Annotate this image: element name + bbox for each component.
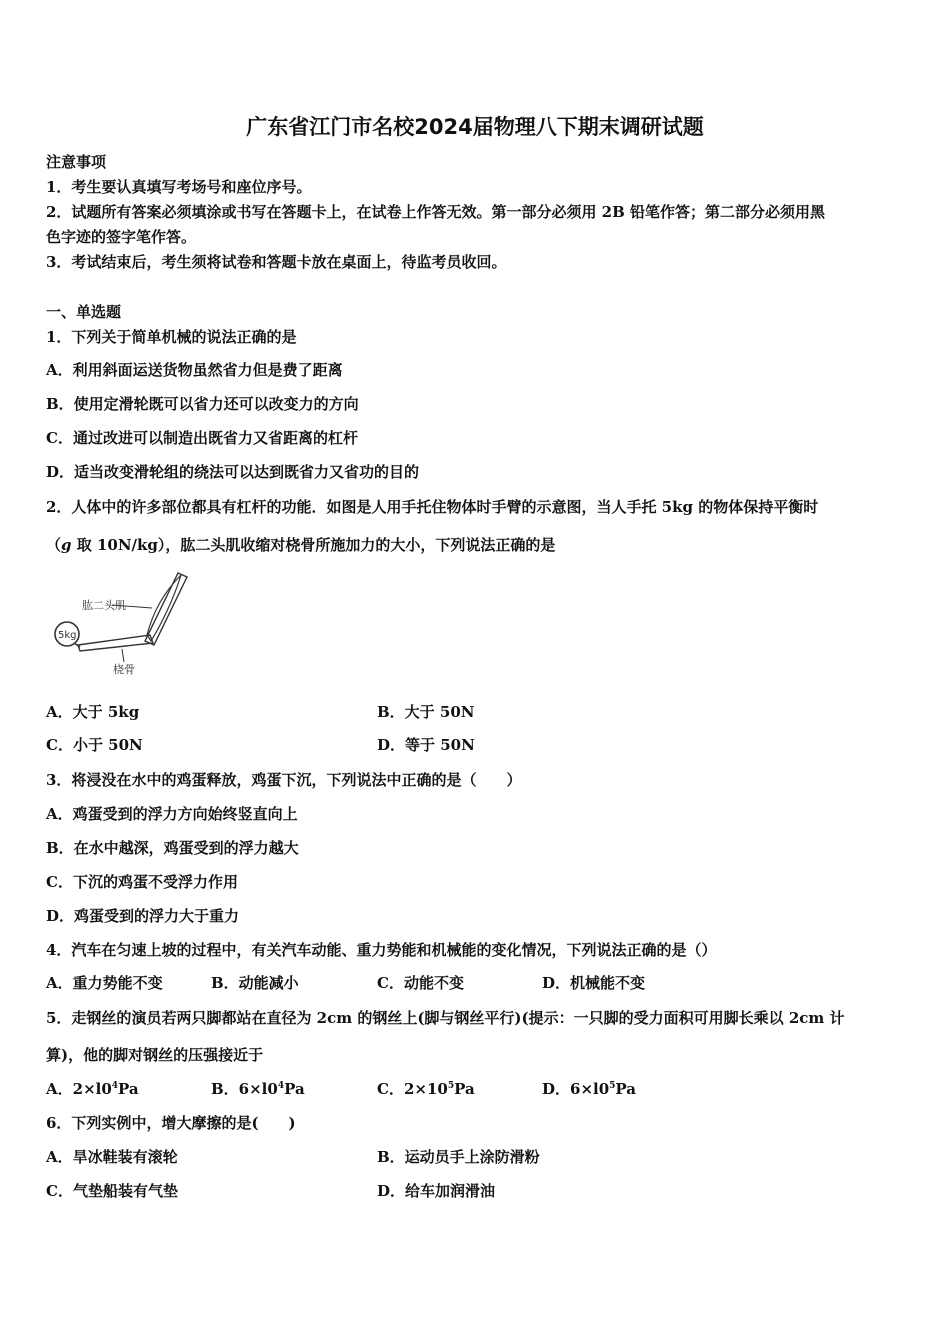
q3-option-c: C．下沉的鸡蛋不受浮力作用 — [46, 873, 238, 891]
q6-stem: 6．下列实例中，增大摩擦的是( ) — [46, 1114, 296, 1132]
q3-option-b: B．在水中越深，鸡蛋受到的浮力越大 — [46, 839, 299, 857]
bone-label: 桡骨 — [113, 663, 135, 676]
q5-b-exp: 4 — [277, 1081, 285, 1091]
q5-option-b — [211, 1079, 305, 1099]
notice-item-3: 3．考试结束后，考生须将试卷和答题卡放在桌面上，待监考员收回。 — [46, 253, 507, 271]
q4-option-a: A．重力势能不变 — [46, 974, 163, 992]
q3-option-d: D．鸡蛋受到的浮力大于重力 — [46, 907, 240, 925]
q5-c-base: C．2×10 — [377, 1080, 448, 1098]
notice-item-2: 2．试题所有答案必须填涂或书写在答题卡上，在试卷上作答无效。第一部分必须用 2B 铅笔作答；第二部分必须用黑 — [46, 203, 826, 221]
q1-option-d: D．适当改变滑轮组的绕法可以达到既省力又省功的目的 — [46, 463, 420, 481]
q5-stem-line1: 5．走钢丝的演员若两只脚都站在直径为 2cm 的钢丝上(脚与钢丝平行)(提示：一只脚的受力面积可用脚长乘以 2cm 计 — [46, 1009, 845, 1027]
q5-c-unit: Pa — [454, 1080, 475, 1098]
q1-stem: 1．下列关于简单机械的说法正确的是 — [46, 328, 297, 346]
forearm-bone — [78, 635, 153, 651]
q5-a-unit: Pa — [118, 1080, 139, 1098]
q2-option-d: D．等于 50N — [377, 736, 475, 754]
q4-stem: 4．汽车在匀速上坡的过程中，有关汽车动能、重力势能和机械能的变化情况，下列说法正确的是（） — [46, 941, 717, 959]
q2-paren: （ — [46, 536, 62, 554]
q6-option-b: B．运动员手上涂防滑粉 — [377, 1148, 540, 1166]
q3-stem: 3．将浸没在水中的鸡蛋释放，鸡蛋下沉，下列说法中正确的是（ ） — [46, 771, 522, 789]
q5-d-base: D．6×l0 — [542, 1080, 610, 1098]
q2-stem-rest: 取 10N/kg），肱二头肌收缩对桡骨所施加力的大小，下列说法正确的是 — [71, 536, 556, 554]
q2-option-c: C．小于 50N — [46, 736, 143, 754]
section-heading: 一、单选题 — [46, 303, 122, 321]
q1-option-b: B．使用定滑轮既可以省力还可以改变力的方向 — [46, 395, 359, 413]
upper-arm-bone — [145, 573, 187, 645]
q5-a-base: A．2×l0 — [46, 1080, 112, 1098]
q5-stem-line2: 算)，他的脚对钢丝的压强接近于 — [46, 1046, 264, 1064]
q4-option-c: C．动能不变 — [377, 974, 464, 992]
q5-option-d — [542, 1079, 636, 1099]
q5-c-exp: 5 — [447, 1081, 455, 1091]
q5-d-unit: Pa — [615, 1080, 637, 1098]
q4-option-d: D．机械能不变 — [542, 974, 646, 992]
q1-option-a: A．利用斜面运送货物虽然省力但是费了距离 — [46, 361, 343, 379]
q5-option-a — [46, 1079, 139, 1099]
q1-option-c: C．通过改进可以制造出既省力又省距离的杠杆 — [46, 429, 358, 447]
q5-option-c — [377, 1079, 475, 1099]
q2-option-b: B．大于 50N — [377, 703, 475, 721]
q5-b-unit: Pa — [284, 1080, 305, 1098]
q2-stem-line1: 2．人体中的许多部位都具有杠杆的功能．如图是人用手托住物体时手臂的示意图，当人手托 5kg 的物体保持平衡时 — [46, 498, 819, 516]
q3-option-a: A．鸡蛋受到的浮力方向始终竖直向上 — [46, 805, 298, 823]
q2-option-a: A．大于 5kg — [46, 703, 140, 721]
q5-b-base: B．6×l0 — [211, 1080, 278, 1098]
q5-d-exp: 5 — [609, 1081, 616, 1091]
q2-g-symbol: g — [61, 536, 72, 554]
arm-lever-figure — [50, 563, 200, 678]
q2-stem-line2 — [46, 535, 555, 555]
q6-option-c: C．气垫船装有气垫 — [46, 1182, 178, 1200]
q6-option-d: D．给车加润滑油 — [377, 1182, 496, 1200]
q4-option-b: B．动能减小 — [211, 974, 299, 992]
bone-leader-line — [122, 649, 124, 662]
q5-a-exp: 4 — [111, 1081, 119, 1091]
notice-item-1: 1．考生要认真填写考场号和座位序号。 — [46, 178, 312, 196]
biceps-muscle — [147, 575, 181, 641]
notice-item-2-cont: 色字迹的签字笔作答。 — [46, 228, 197, 246]
q6-option-a: A．旱冰鞋装有滚轮 — [46, 1148, 178, 1166]
muscle-label: 肱二头肌 — [82, 599, 126, 612]
page-title: 广东省江门市名校2024届物理八下期末调研试题 — [246, 115, 704, 139]
weight-label: 5kg — [58, 630, 77, 641]
notice-heading: 注意事项 — [46, 153, 107, 171]
